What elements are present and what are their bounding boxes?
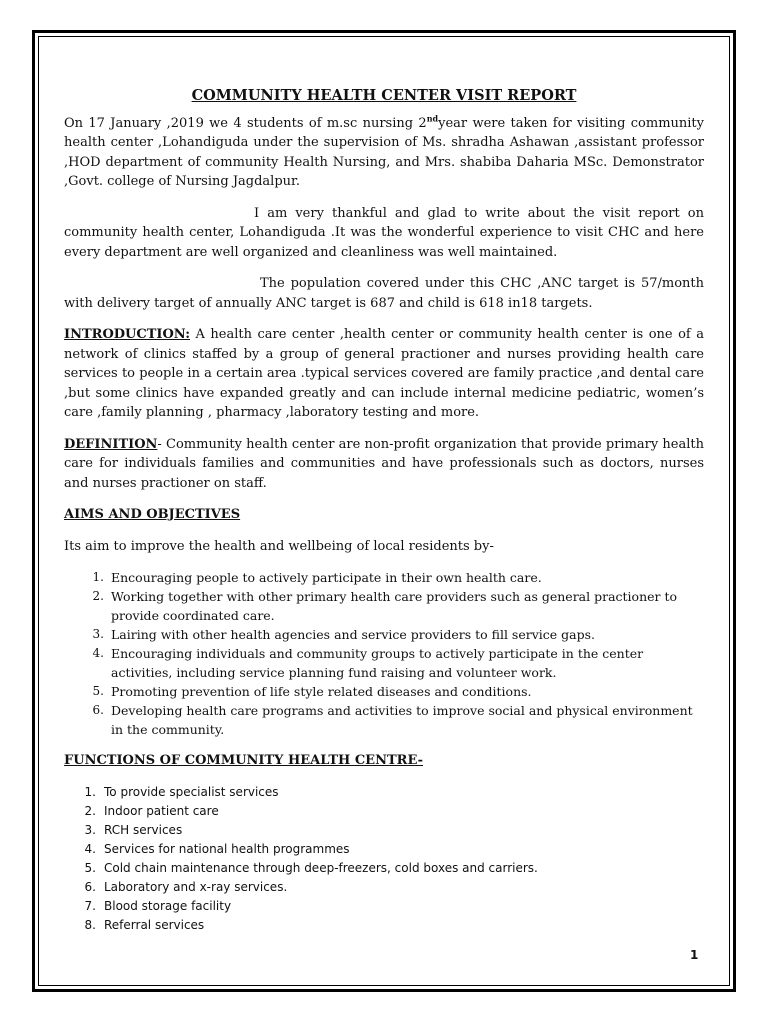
aims-lead: Its aim to improve the health and wellbeing of local residents by-	[64, 538, 494, 554]
list-number: 6.	[84, 879, 96, 894]
document-body	[64, 86, 704, 947]
list-text: Encouraging individuals and community groups to actively participate in the center activities, including service planning fund raising and volunteer work.	[111, 646, 644, 680]
list-item	[64, 802, 704, 821]
list-number: 2.	[84, 803, 96, 818]
list-item	[64, 644, 704, 682]
list-text: Services for national health programmes	[104, 841, 350, 856]
page-number: 1	[690, 948, 699, 962]
aims-heading: AIMS AND OBJECTIVES	[64, 507, 241, 522]
list-item	[64, 859, 704, 878]
list-item	[64, 587, 704, 625]
list-text: RCH services	[104, 822, 183, 837]
population-paragraph: The population covered under this CHC ,ANC target is 57/month with delivery target of annually ANC target is 687 and child is 618 in18 targets.	[64, 276, 704, 311]
list-number: 7.	[84, 898, 96, 913]
list-item	[64, 878, 704, 897]
list-item	[64, 916, 704, 935]
introduction-heading: INTRODUCTION:	[64, 327, 191, 342]
list-text: Developing health care programs and activities to improve social and physical environment in the community.	[111, 703, 693, 737]
list-number: 5.	[92, 684, 104, 698]
aims-list	[64, 568, 704, 739]
ordinal-superscript: nd	[426, 113, 439, 124]
list-number: 1.	[92, 570, 104, 584]
list-text: Promoting prevention of life style related diseases and conditions.	[111, 684, 532, 699]
list-text: Working together with other primary health care providers such as general practioner to provide coordinated care.	[111, 589, 678, 623]
functions-list	[64, 783, 704, 935]
list-item	[64, 783, 704, 802]
list-number: 6.	[92, 703, 104, 717]
list-number: 1.	[84, 784, 96, 799]
list-number: 4.	[92, 646, 104, 660]
definition-paragraph	[64, 435, 704, 494]
page-title: COMMUNITY HEALTH CENTER VISIT REPORT	[191, 87, 577, 104]
list-item	[64, 821, 704, 840]
list-number: 5.	[84, 860, 96, 875]
thanks-paragraph: I am very thankful and glad to write about the visit report on community health center, Lohandiguda .It was the wonderful experience to visit CHC and here every department are well organized and cleanliness was well maintained.	[64, 205, 704, 260]
list-item	[64, 897, 704, 916]
functions-heading: FUNCTIONS OF COMMUNITY HEALTH CENTRE-	[64, 753, 423, 768]
definition-heading: DEFINITION	[64, 436, 158, 452]
list-text: Indoor patient care	[104, 803, 219, 818]
list-number: 4.	[84, 841, 96, 856]
definition-text: - Community health center are non-profit organization that provide primary health care for individuals families and communities and have professionals such as doctors, nurses and nurses practioner on staff.	[64, 436, 704, 491]
list-text: To provide specialist services	[104, 784, 279, 799]
list-text: Blood storage facility	[104, 898, 232, 913]
list-text: Encouraging people to actively participate in their own health care.	[111, 570, 542, 585]
introduction-text: A health care center ,health center or community health center is one of a network of clinics staffed by a group of general practioner and nurses providing health care services to people in a certain area .typical services covered are family practice ,and dental care ,but some clinics have expanded greatly and can include internal medicine pediatric, women’s care ,family planning , pharmacy ,laboratory testing and more.	[64, 327, 704, 420]
list-text: Referral services	[104, 917, 205, 932]
list-item	[64, 625, 704, 644]
list-number: 8.	[84, 917, 96, 932]
list-text: Cold chain maintenance through deep-freezers, cold boxes and carriers.	[104, 860, 538, 875]
list-text: Lairing with other health agencies and service providers to fill service gaps.	[111, 627, 595, 642]
list-text: Laboratory and x-ray services.	[104, 879, 288, 894]
list-item	[64, 568, 704, 587]
list-number: 2.	[92, 589, 104, 603]
list-item	[64, 701, 704, 739]
list-number: 3.	[92, 627, 104, 641]
list-item	[64, 840, 704, 859]
introduction-paragraph	[64, 325, 704, 423]
intro-text-end: year were taken for visiting community health center ,Lohandiguda under the supervision of Ms. shradha Ashawan ,assistant professor ,HOD department of community Health Nursing, and Mrs. shabiba Daharia MSc. Demonstrator ,Govt. college of Nursing Jagdalpur.	[64, 115, 704, 189]
list-item	[64, 682, 704, 701]
intro-paragraph	[64, 114, 704, 192]
list-number: 3.	[84, 822, 96, 837]
intro-text-start: On 17 January ,2019 we 4 students of m.sc nursing 2	[64, 115, 427, 131]
